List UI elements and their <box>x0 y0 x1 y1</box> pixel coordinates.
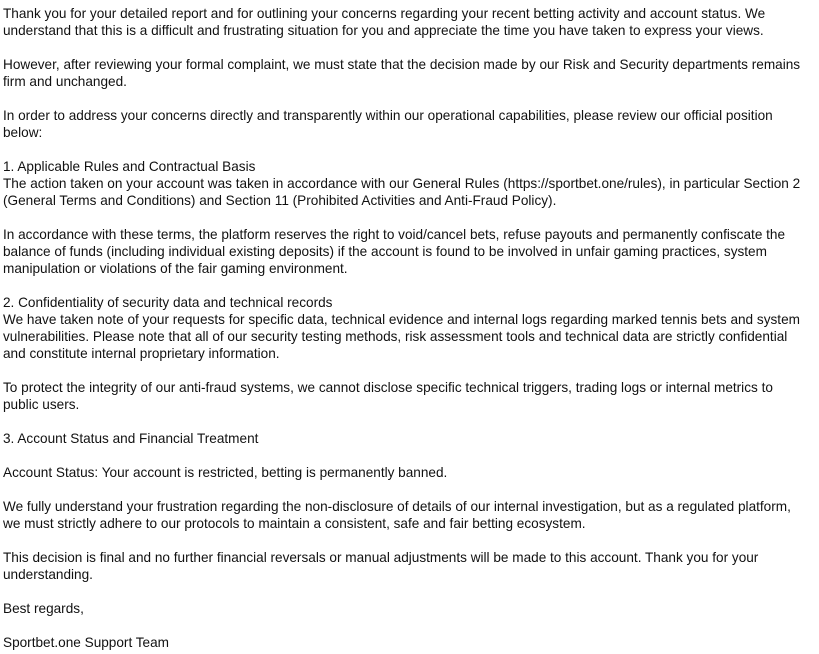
section-3-frustration-line-1: We fully understand your frustration regarding the non-disclosure of details of our internal investigation, but as a regulated platform, <box>3 499 791 514</box>
paragraph-gap <box>3 90 819 107</box>
paragraph-gap <box>3 209 819 226</box>
paragraph-gap <box>3 481 819 498</box>
paragraph-gap <box>3 447 819 464</box>
section-3-frustration-line-2: we must strictly adhere to our protocols to maintain a consistent, safe and fair betting ecosystem. <box>3 516 586 531</box>
closing-signature: Sportbet.one Support Team <box>3 635 170 650</box>
section-2-requests-line-1: We have taken note of your requests for specific data, technical evidence and internal logs regarding marked tennis bets and system <box>3 312 800 327</box>
paragraph-gap <box>3 277 819 294</box>
address-line-2: below: <box>3 125 43 140</box>
account-status-line: Account Status: Your account is restricted, betting is permanently banned. <box>3 465 448 480</box>
section-2-integrity-line-1: To protect the integrity of our anti-fraud systems, we cannot disclose specific technical triggers, trading logs or internal metrics to <box>3 380 773 395</box>
section-3-heading: 3. Account Status and Financial Treatment <box>3 431 259 446</box>
section-2-requests-line-3: and constitute internal proprietary information. <box>3 346 280 361</box>
address-line-1: In order to address your concerns directly and transparently within our operational capabilities, please review our official position <box>3 108 773 123</box>
paragraph-gap <box>3 141 819 158</box>
paragraph-gap <box>3 39 819 56</box>
closing-regards: Best regards, <box>3 601 84 616</box>
section-3-final-line-2: understanding. <box>3 567 93 582</box>
section-2-heading: 2. Confidentiality of security data and technical records <box>3 295 333 310</box>
section-1-heading: 1. Applicable Rules and Contractual Basis <box>3 159 256 174</box>
decision-line-2: firm and unchanged. <box>3 74 127 89</box>
paragraph-gap <box>3 413 819 430</box>
section-1-terms-line-3: manipulation or violations of the fair gaming environment. <box>3 261 348 276</box>
section-1-rules-line-2: (General Terms and Conditions) and Section 11 (Prohibited Activities and Anti-Fraud Policy). <box>3 193 557 208</box>
section-1-terms-line-2: balance of funds (including individual existing deposits) if the account is found to be involved in unfair gaming practices, system <box>3 244 767 259</box>
paragraph-gap <box>3 617 819 634</box>
section-2-integrity-line-2: public users. <box>3 397 80 412</box>
support-letter <box>3 5 819 651</box>
paragraph-gap <box>3 532 819 549</box>
paragraph-gap <box>3 362 819 379</box>
section-1-terms-line-1: In accordance with these terms, the platform reserves the right to void/cancel bets, refuse payouts and permanently confiscate the <box>3 227 786 242</box>
intro-line-2: understand that this is a difficult and frustrating situation for you and appreciate the time you have taken to express your views. <box>3 23 764 38</box>
paragraph-gap <box>3 583 819 600</box>
section-1-rules-line-1: The action taken on your account was taken in accordance with our General Rules (https://sportbet.one/rules), in particular Section 2 <box>3 176 801 191</box>
intro-line-1: Thank you for your detailed report and for outlining your concerns regarding your recent betting activity and account status. We <box>3 6 766 21</box>
decision-line-1: However, after reviewing your formal complaint, we must state that the decision made by our Risk and Security departments remains <box>3 57 801 72</box>
section-2-requests-line-2: vulnerabilities. Please note that all of our security testing methods, risk assessment tools and technical data are strictly confidential <box>3 329 788 344</box>
section-3-final-line-1: This decision is final and no further financial reversals or manual adjustments will be made to this account. Thank you for your <box>3 550 759 565</box>
